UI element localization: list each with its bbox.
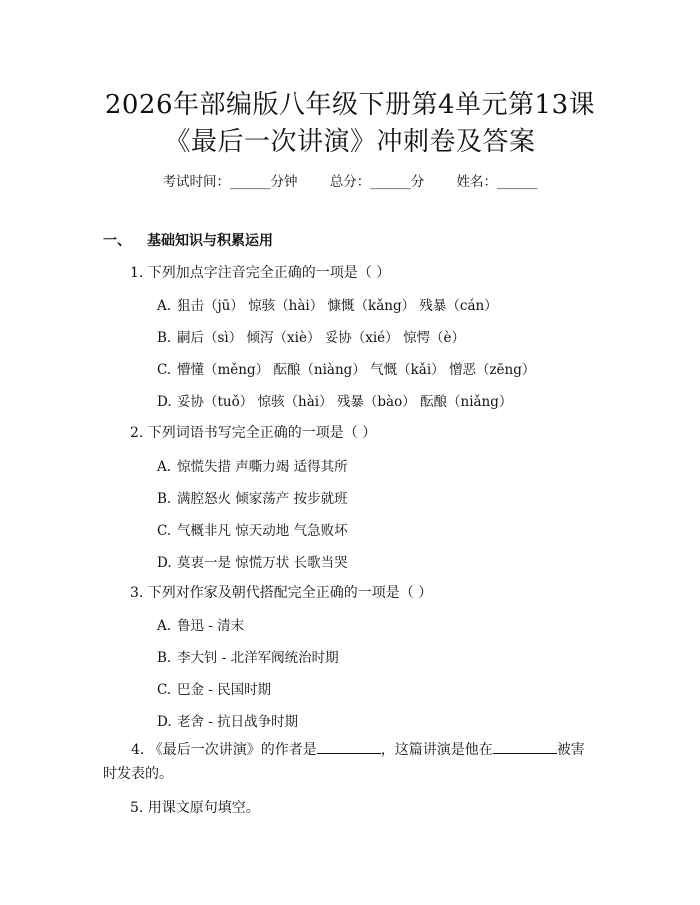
option-text: 懵懂（měng） 酝酿（niàng） 气慨（kǎi） 憎恶（zēng） (177, 362, 536, 378)
question-3-option-d (157, 710, 298, 730)
option-letter: A. (157, 298, 172, 314)
option-letter: D. (157, 555, 172, 571)
option-letter: D. (157, 394, 172, 410)
option-letter: A. (157, 459, 172, 475)
author-answer-blank[interactable] (317, 741, 381, 754)
question-3-option-b (157, 646, 339, 666)
question-1-option-b (157, 326, 465, 346)
option-letter: B. (157, 491, 172, 507)
option-text: 妥协（tuǒ） 惊骇（hài） 残暴（bào） 酝酿（niǎng） (177, 394, 513, 410)
option-letter: C. (157, 523, 172, 539)
option-text: 满腔怒火 倾家荡产 按步就班 (177, 491, 348, 507)
question-2-stem: 2. 下列词语书写完全正确的一项是（ ） (130, 425, 377, 441)
question-4-text-1: 4. 《最后一次讲演》的作者是 (131, 742, 317, 758)
question-4-text-3: 被害时发表的。 (103, 742, 585, 782)
exam-time-field: 考试时间：______分钟 (162, 174, 298, 190)
option-text: 莫衷一是 惊慌万状 长歌当哭 (177, 555, 348, 571)
option-text: 老舍 - 抗日战争时期 (177, 714, 299, 730)
page-title-line2: 《最后一次讲演》冲刺卷及答案 (164, 127, 536, 157)
option-letter: D. (157, 714, 172, 730)
question-4-text-2: ，这篇讲演是他在 (380, 742, 493, 758)
question-5-stem: 5. 用课文原句填空。 (130, 800, 260, 816)
question-2-option-a (157, 455, 348, 475)
question-1-option-d (157, 390, 512, 410)
option-letter: A. (157, 618, 172, 634)
option-text: 嗣后（sì） 倾泻（xiè） 妥协（xié） 惊愕（è） (177, 330, 465, 346)
option-letter: C. (157, 682, 172, 698)
question-3-option-a (157, 614, 244, 634)
option-text: 气概非凡 惊天动地 气急败坏 (177, 523, 348, 539)
option-text: 巴金 - 民国时期 (177, 682, 272, 698)
question-1-stem: 1. 下列加点字注音完全正确的一项是（ ） (130, 265, 391, 281)
option-letter: B. (157, 330, 172, 346)
question-1-option-c (157, 358, 535, 378)
section-title: 基础知识与积累运用 (147, 233, 273, 249)
question-3-stem: 3. 下列对作家及朝代搭配完全正确的一项是（ ） (130, 585, 433, 601)
exam-meta (0, 170, 700, 190)
option-letter: B. (157, 650, 172, 666)
section-number: 一、 (103, 233, 131, 249)
option-letter: C. (157, 362, 172, 378)
option-text: 鲁迅 - 清末 (177, 618, 245, 634)
question-2-option-b (157, 487, 348, 507)
question-2-option-d (157, 551, 348, 571)
question-1-option-a (157, 294, 498, 314)
question-2-option-c (157, 519, 348, 539)
event-answer-blank[interactable] (493, 741, 557, 754)
page-title-line1: 2026年部编版八年级下册第4单元第13课 (104, 90, 596, 120)
total-score-field: 总分：______分 (329, 174, 425, 190)
question-3-option-c (157, 678, 271, 698)
question-4 (103, 738, 588, 786)
option-text: 狙击（jū） 惊骇（hài） 慷慨（kǎng） 残暴（cán） (177, 298, 498, 314)
name-field: 姓名：______ (456, 174, 538, 190)
section-heading (103, 230, 273, 250)
option-text: 李大钊 - 北洋军阀统治时期 (177, 650, 339, 666)
option-text: 惊慌失措 声嘶力竭 适得其所 (177, 459, 348, 475)
